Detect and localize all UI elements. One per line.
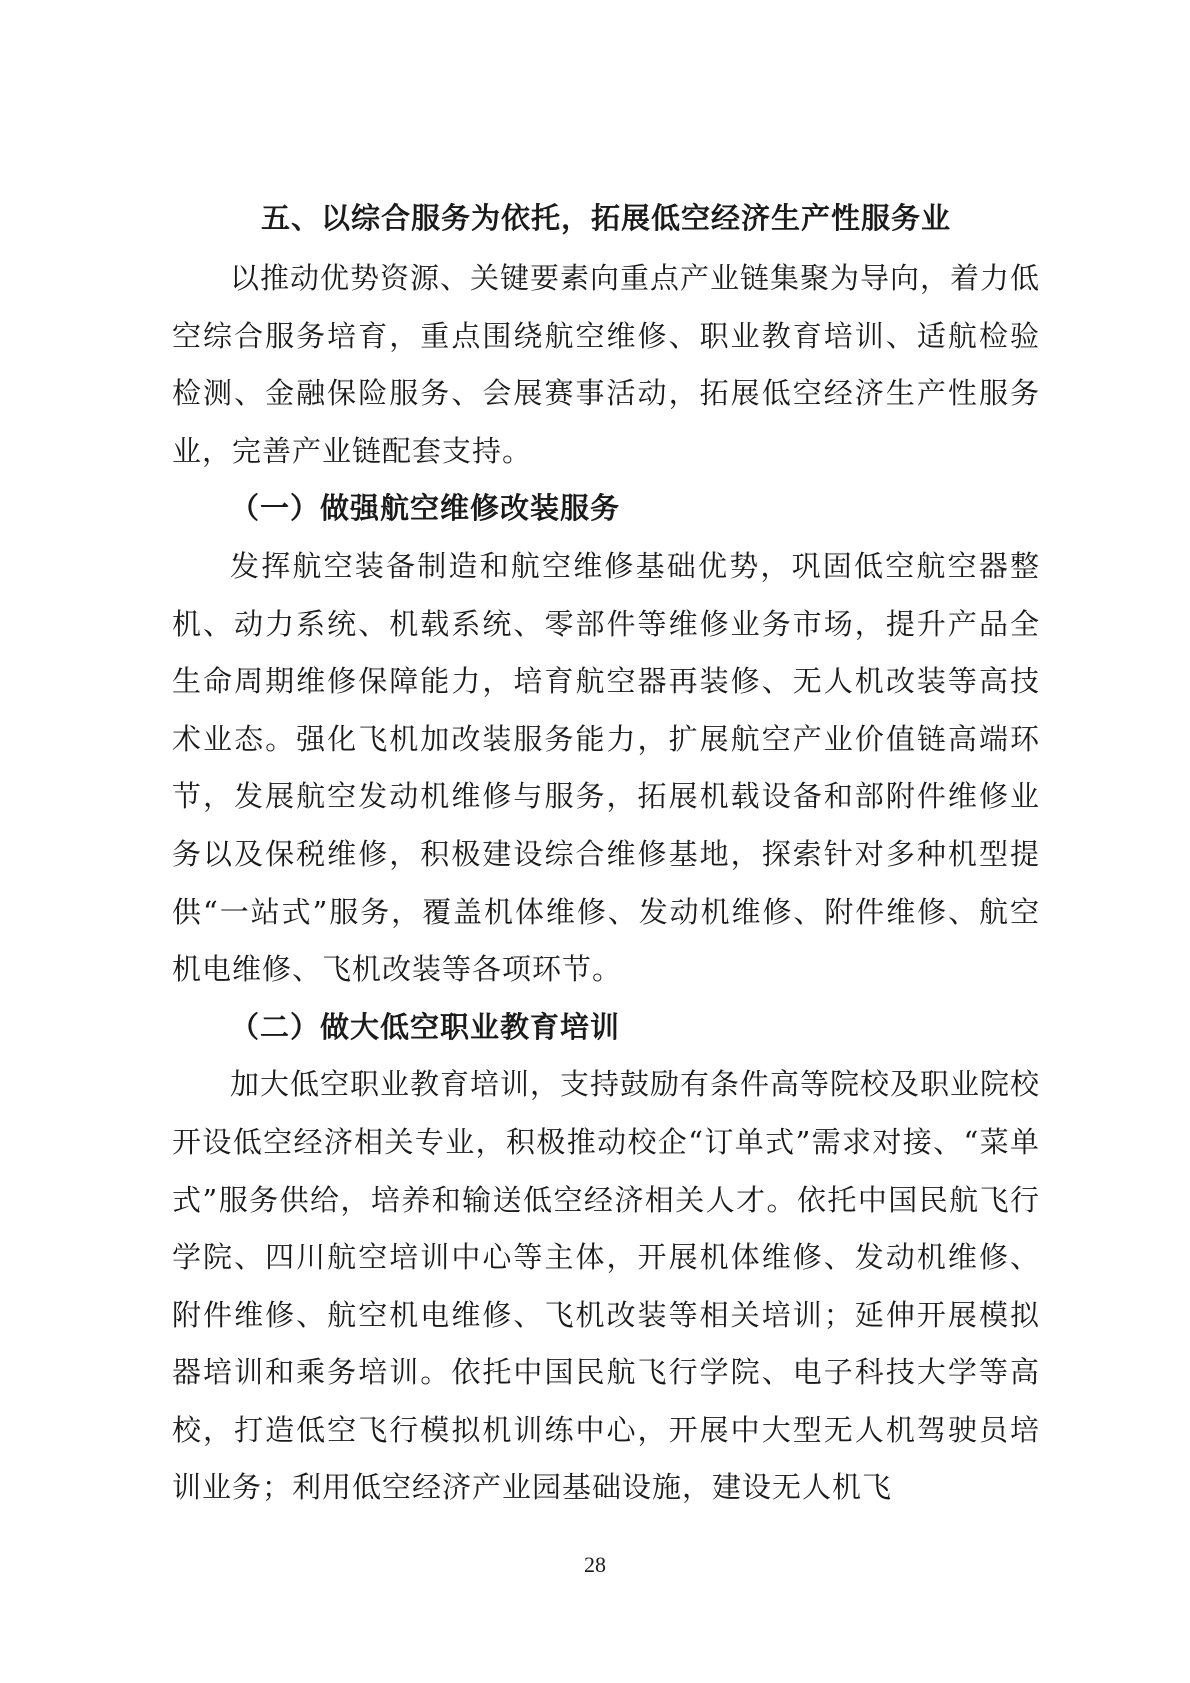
subsection-title-2: （二）做大低空职业教育培训 — [230, 1009, 621, 1044]
section-title: 五、以综合服务为依托，拓展低空经济生产性服务业 — [260, 201, 951, 235]
section-intro-paragraph: 以推动优势资源、关键要素向重点产业链集聚为导向，着力低空综合服务培育，重点围绕航空维修、职业教育培训、适航检验检测、金融保险服务、会展赛事活动，拓展低空经济生产性服务业，完善产业链配套支持。 — [172, 261, 1041, 468]
subsection-body-1: 发挥航空装备制造和航空维修基础优势，巩固低空航空器整机、动力系统、机载系统、零部件等维修业务市场，提升产品全生命周期维修保障能力，培育航空器再装修、无人机改装等高技术业态。强化飞机加改装服务能力，扩展航空产业价值链高端环节，发展航空发动机维修与服务，拓展机载设备和部附件维修业务以及保税维修，积极建设综合维修基地，探索针对多种机型提供“一站式”服务，覆盖机体维修、发动机维修、附件维修、航空机电维修、飞机改装等各项环节。 — [172, 548, 1040, 987]
page-number: 28 — [584, 1552, 606, 1577]
page-content — [172, 192, 1040, 1517]
subsection-body-2: 加大低空职业教育培训，支持鼓励有条件高等院校及职业院校开设低空经济相关专业，积极推动校企“订单式”需求对接、“菜单式”服务供给，培养和输送低空经济相关人才。依托中国民航飞行学院、四川航空培训中心等主体，开展机体维修、发动机维修、附件维修、航空机电维修、飞机改装等相关培训；延伸开展模拟器培训和乘务培训。依托中国民航飞行学院、电子科技大学等高校，打造低空飞行模拟机训练中心，开展中大型无人机驾驶员培训业务；利用低空经济产业园基础设施，建设无人机飞 — [172, 1067, 1041, 1505]
subsection-title-1: （一）做强航空维修改装服务 — [230, 491, 621, 526]
